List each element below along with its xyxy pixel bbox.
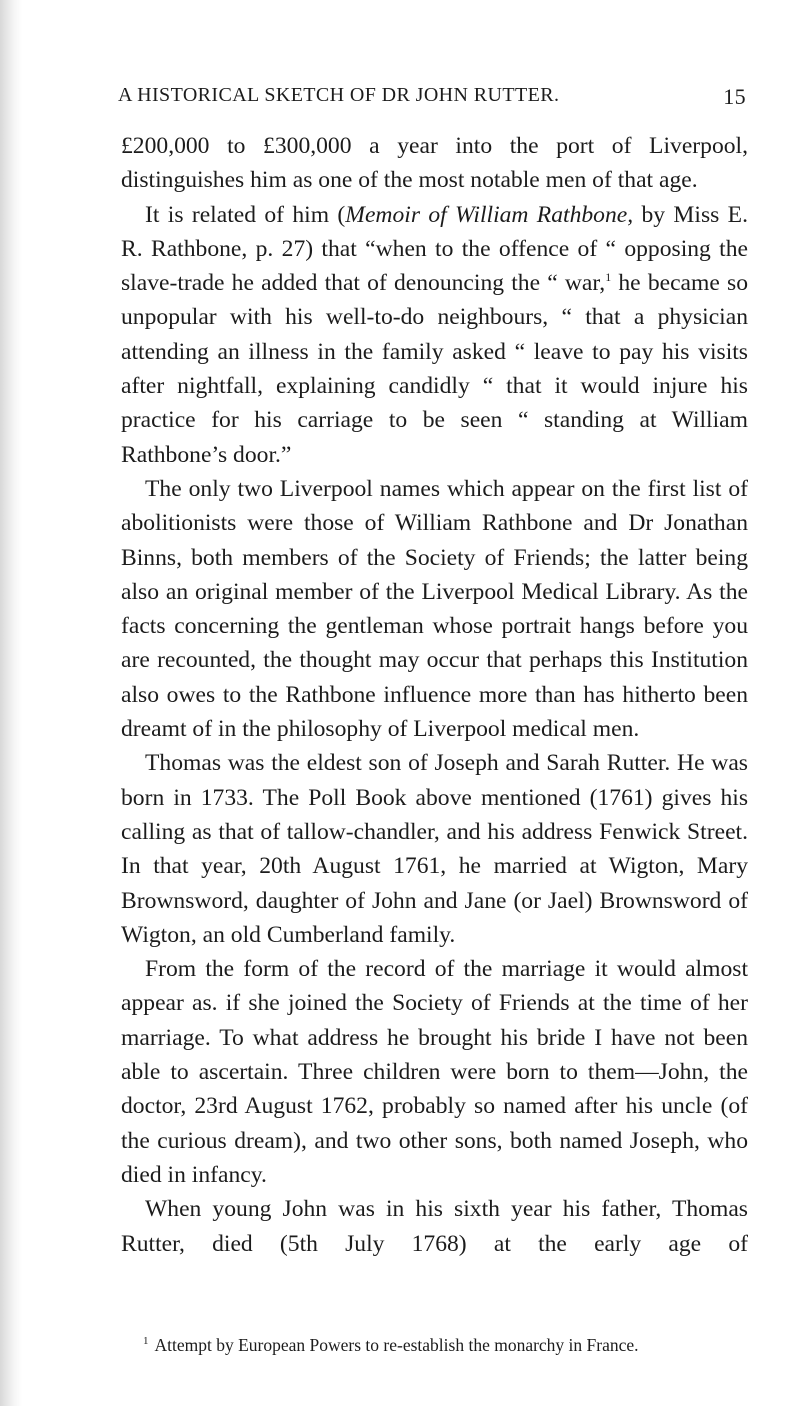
paragraph-2-part-a: It is related of him (: [145, 201, 346, 228]
body-text: [121, 129, 748, 1261]
paragraph-2: [121, 198, 748, 472]
paragraph-1: £200,000 to £300,000 a year into the port of Liverpool, distinguishes him as one of the most notable men of that age.: [121, 133, 748, 194]
running-head: A HISTORICAL SKETCH OF DR JOHN RUTTER.: [118, 84, 560, 106]
page-edge-shadow: [0, 0, 22, 1406]
footnote: [143, 1334, 748, 1356]
footnote-text: Attempt by European Powers to re-establish the monarchy in France.: [154, 1335, 639, 1355]
paragraph-2-part-b: by Miss E. R. Rathbone, p. 27) that “when to the offence of “ opposing the slave-trade he added that of denouncing the “ war,: [121, 201, 748, 297]
paragraph-2-part-c: he became so unpopular with his well-to-do neighbours, “ that a physician attending an illness in the family asked “ leave to pay his visits after nightfall, explaining candidly “ that it would injure his practice for his carriage to be seen “ standing at William Rathbone’s door.”: [121, 270, 749, 468]
memoir-citation: Memoir of William Rathbone,: [345, 201, 634, 228]
footnote-reference: 1: [605, 270, 612, 285]
page-header: [118, 84, 746, 110]
paragraph-5: From the form of the record of the marriage it would almost appear as. if she joined the Society of Friends at the time of her marriage. To what address he brought his bride I have not been able to ascertain. Three children were born to them—John, the doctor, 23rd August 1762, probably so named after his uncle (of the curious dream), and two other sons, both named Joseph, who died in infancy.: [121, 956, 748, 1188]
paragraph-4: Thomas was the eldest son of Joseph and Sarah Rutter. He was born in 1733. The Poll Book above mentioned (1761) gives his calling as that of tallow-chandler, and his address Fenwick Street. In that year, 20th August 1761, he married at Wigton, Mary Brownsword, daughter of John and Jane (or Jael) Brownsword of Wigton, an old Cumberland family.: [121, 750, 748, 948]
footnote-mark: 1: [143, 1335, 149, 1347]
paragraph-3: The only two Liverpool names which appear on the first list of abolitionists were those of William Rathbone and Dr Jonathan Binns, both members of the Society of Friends; the latter being also an original member of the Liverpool Medical Library. As the facts concerning the gentleman whose portrait hangs before you are recounted, the thought may occur that perhaps this Institution also owes to the Rathbone influence more than has hitherto been dreamt of in the philosophy of Liverpool medical men.: [121, 475, 748, 743]
paragraph-6: When young John was in his sixth year his father, Thomas Rutter, died (5th July 1768) at the early age of: [121, 1196, 748, 1257]
page-number: 15: [723, 84, 746, 109]
